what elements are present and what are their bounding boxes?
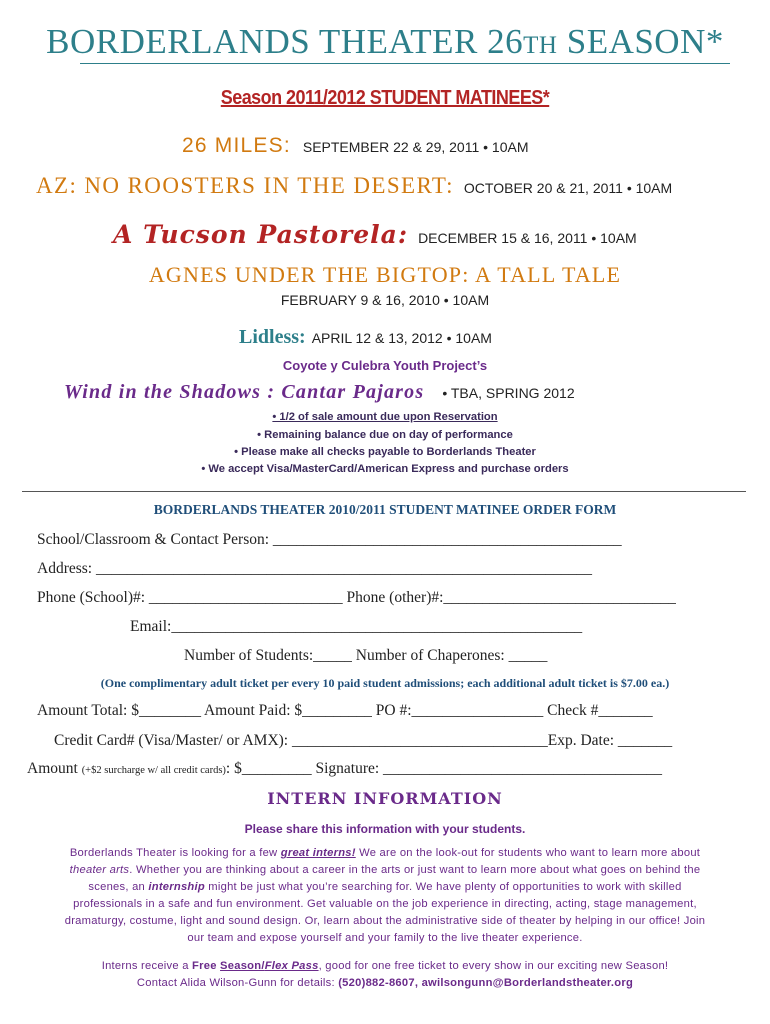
- bullet-deposit: • 1/2 of sale amount due upon Reservation: [272, 411, 498, 423]
- show-title: Lidless:: [239, 326, 306, 348]
- text: Contact Alida Wilson-Gunn for details:: [136, 977, 339, 989]
- show-dates: OCTOBER 20 & 21, 2011 • 10AM: [463, 180, 673, 196]
- credit-card-field[interactable]: Credit Card# (Visa/Master/ or AMX): _________________________________Exp. Date: _______: [54, 732, 673, 749]
- page-title: BORDERLANDS THEATER 26th SEASON*: [46, 22, 724, 61]
- youth-project-label: Coyote y Culebra Youth Project’s: [282, 358, 488, 373]
- intern-paragraph-line-3: [0, 879, 770, 897]
- great-interns: great interns!: [280, 847, 356, 859]
- show-agnes-title: AGNES UNDER THE BIGTOP: A TALL TALE: [148, 262, 622, 287]
- internship: internship: [148, 881, 205, 893]
- text: Interns receive a: [101, 960, 193, 972]
- email-field[interactable]: Email:_____________________________________________________: [130, 618, 583, 635]
- theater-arts: theater arts: [69, 864, 130, 876]
- show-title: Wind in the Shadows : Cantar Pajaros: [64, 381, 425, 403]
- complimentary-ticket-note: (One complimentary adult ticket per every 10 paid student admissions; each additional adult ticket is $7.00 ea.): [100, 676, 670, 690]
- text: Borderlands Theater is looking for a few: [69, 847, 281, 859]
- show-title: AZ: NO ROOSTERS IN THE DESERT:: [36, 173, 454, 198]
- show-dates: SEPTEMBER 22 & 29, 2011 • 10AM: [302, 139, 529, 155]
- bullet-balance: • Remaining balance due on day of performance: [257, 429, 513, 441]
- show-title: 26 MILES:: [182, 134, 291, 157]
- show-title: A Tucson Pastorela:: [113, 220, 409, 249]
- intern-paragraph-line-5: dramaturgy, costume, light and sound design. Or, learn about the administrative side of theater by helping in our office! Join: [64, 915, 706, 927]
- amount-signature-fields[interactable]: [27, 760, 662, 778]
- contact-info: [0, 975, 770, 993]
- intern-paragraph-line-4: professionals in a safe and fun environment. Get valuable on the job experience in directing, acting, stage management,: [73, 898, 697, 910]
- show-tucson-pastorela: [113, 220, 637, 249]
- show-26-miles: [182, 134, 529, 158]
- bullet-checks: • Please make all checks payable to Borderlands Theater: [234, 446, 536, 458]
- intern-paragraph-line-6: our team and expose yourself and your family to the live theater experience.: [187, 932, 583, 944]
- text: We are on the look-out for students who want to learn more about: [355, 847, 701, 859]
- address-field[interactable]: Address: ________________________________________________________________: [37, 560, 592, 577]
- text: , good for one free ticket to every show in our exciting new Season!: [318, 960, 669, 972]
- show-lidless: [239, 326, 492, 349]
- intern-paragraph-line-2: [0, 862, 770, 880]
- show-az-no-roosters: [36, 173, 672, 199]
- section-divider: [22, 491, 746, 492]
- amount-signature-lines[interactable]: : $_________ Signature: ____________________________________: [225, 760, 663, 777]
- intern-share-note: Please share this information with your students.: [244, 822, 526, 836]
- show-dates: APRIL 12 & 13, 2012 • 10AM: [311, 330, 492, 346]
- season-subtitle: Season 2011/2012 STUDENT MATINEES*: [220, 87, 550, 109]
- show-dates: DECEMBER 15 & 16, 2011 • 10AM: [418, 230, 637, 246]
- text: scenes, an: [88, 881, 149, 893]
- flex-pass: Flex Pass: [264, 960, 319, 972]
- amount-label: Amount: [27, 760, 78, 777]
- surcharge-note: (+$2 surcharge w/ all credit cards): [81, 765, 226, 776]
- amount-fields[interactable]: Amount Total: $________ Amount Paid: $_________ PO #:_________________ Check #_______: [37, 702, 653, 719]
- flex-pass-offer: [0, 958, 770, 976]
- free: Free: [192, 960, 221, 972]
- season: Season/: [220, 960, 265, 972]
- phone-fields[interactable]: Phone (School)#: _________________________ Phone (other)#:______________________________: [37, 589, 676, 606]
- school-contact-field[interactable]: School/Classroom & Contact Person: _____________________________________________: [37, 531, 622, 548]
- contact-phone-email[interactable]: (520)882-8607, awilsongunn@Borderlandstheater.org: [338, 977, 634, 989]
- intern-heading: INTERN INFORMATION: [267, 789, 503, 808]
- bullet-payment: • We accept Visa/MasterCard/American Express and purchase orders: [201, 463, 569, 475]
- title-underline: [80, 63, 730, 64]
- text: . Whether you are thinking about a career in the arts or just want to learn more about what goes on behind the: [129, 864, 701, 876]
- show-agnes-dates: FEBRUARY 9 & 16, 2010 • 10AM: [280, 292, 490, 308]
- student-chaperone-count-fields[interactable]: Number of Students:_____ Number of Chaperones: _____: [184, 647, 548, 664]
- order-form-title: BORDERLANDS THEATER 2010/2011 STUDENT MATINEE ORDER FORM: [153, 502, 617, 517]
- show-dates: • TBA, SPRING 2012: [442, 385, 575, 401]
- show-wind-in-the-shadows: [64, 381, 575, 404]
- intern-paragraph-line-1: [0, 845, 770, 863]
- text: might be just what you’re searching for. We have plenty of opportunities to work with skilled: [204, 881, 682, 893]
